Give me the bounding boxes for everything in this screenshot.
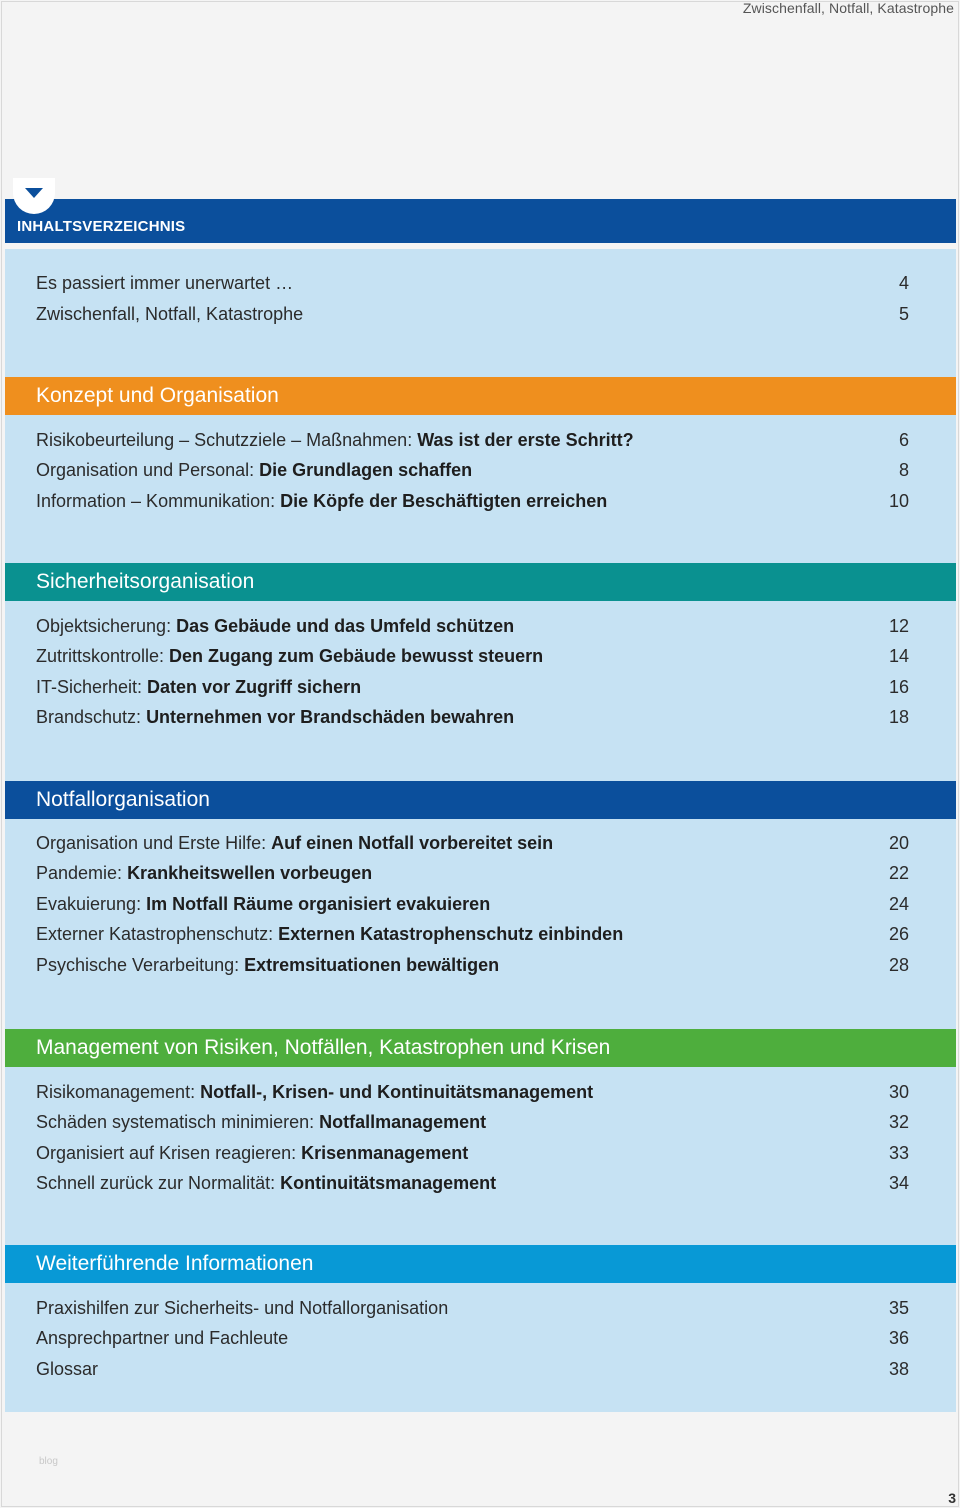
toc-entry[interactable] — [36, 614, 909, 638]
toc-entry-label: Psychische Verarbeitung: Extremsituationen bewältigen — [36, 955, 500, 975]
toc-entry[interactable] — [36, 302, 909, 326]
toc-entry-page: 6 — [898, 430, 909, 450]
toc-entry[interactable] — [36, 1110, 909, 1134]
toc-entry[interactable] — [36, 1080, 909, 1104]
toc-entry-label: Information – Kommunikation: Die Köpfe der Beschäftigten erreichen — [36, 491, 608, 511]
toc-entry-label: Glossar — [36, 1359, 99, 1379]
toc-entry-label: Organisation und Erste Hilfe: Auf einen Notfall vorbereitet sein — [36, 833, 554, 853]
toc-entry[interactable] — [36, 644, 909, 668]
toc-entry-page: 4 — [898, 273, 909, 293]
toc-entry-page: 20 — [888, 833, 909, 853]
watermark: blog — [39, 1456, 58, 1467]
toc-entry-label: Evakuierung: Im Notfall Räume organisiert evakuieren — [36, 894, 491, 914]
toc-entry-label: Organisiert auf Krisen reagieren: Krisenmanagement — [36, 1143, 469, 1163]
toc-entry[interactable] — [36, 675, 909, 699]
toc-entry[interactable] — [36, 1326, 909, 1350]
toc-entry-page: 14 — [888, 646, 909, 666]
toc-entry-page: 30 — [888, 1082, 909, 1102]
toc-entry[interactable] — [36, 489, 909, 513]
toc-entry[interactable] — [36, 271, 909, 295]
toc-entry-page: 12 — [888, 616, 909, 636]
chevron-down-icon — [25, 188, 43, 198]
toc-entry-label: Es passiert immer unerwartet … — [36, 273, 294, 293]
toc-entry-page: 26 — [888, 924, 909, 944]
toc-entry[interactable] — [36, 831, 909, 855]
toc-entry-page: 34 — [888, 1173, 909, 1193]
toc-entry[interactable] — [36, 1171, 909, 1195]
toc-entry[interactable] — [36, 953, 909, 977]
toc-entry-label: Risikomanagement: Notfall-, Krisen- und Kontinuitätsmanagement — [36, 1082, 594, 1102]
toc-entry[interactable] — [36, 1141, 909, 1165]
toc-entry-page: 33 — [888, 1143, 909, 1163]
toc-entry-page: 24 — [888, 894, 909, 914]
toc-entry-page: 5 — [898, 304, 909, 324]
toc-entry-page: 10 — [888, 491, 909, 511]
toc-entry-label: Zutrittskontrolle: Den Zugang zum Gebäude bewusst steuern — [36, 646, 544, 666]
page-number: 3 — [948, 1490, 956, 1506]
toc-entry-label: Zwischenfall, Notfall, Katastrophe — [36, 304, 304, 324]
toc-entry-label: Brandschutz: Unternehmen vor Brandschäden bewahren — [36, 707, 515, 727]
toc-entry[interactable] — [36, 705, 909, 729]
toc-entry-label: Organisation und Personal: Die Grundlagen schaffen — [36, 460, 473, 480]
toc-entry-label: Objektsicherung: Das Gebäude und das Umfeld schützen — [36, 616, 515, 636]
toc-entry-label: Schäden systematisch minimieren: Notfallmanagement — [36, 1112, 487, 1132]
section-header-konzept: Konzept und Organisation — [5, 377, 956, 415]
toc-entry-page: 28 — [888, 955, 909, 975]
toc-entry-page: 22 — [888, 863, 909, 883]
toc-entry[interactable] — [36, 922, 909, 946]
toc-entry[interactable] — [36, 428, 909, 452]
toc-entry-label: Schnell zurück zur Normalität: Kontinuitätsmanagement — [36, 1173, 497, 1193]
toc-content — [5, 249, 956, 1412]
toc-entry-page: 16 — [888, 677, 909, 697]
toc-entry-label: Externer Katastrophenschutz: Externen Katastrophenschutz einbinden — [36, 924, 624, 944]
toc-entry-page: 36 — [888, 1328, 909, 1348]
toc-entry[interactable] — [36, 1357, 909, 1381]
toc-entry-label: Risikobeurteilung – Schutzziele – Maßnahmen: Was ist der erste Schritt? — [36, 430, 634, 450]
toc-entry-page: 38 — [888, 1359, 909, 1379]
toc-entry-page: 8 — [898, 460, 909, 480]
toc-entry[interactable] — [36, 458, 909, 482]
toc-entry-page: 18 — [888, 707, 909, 727]
toc-entry[interactable] — [36, 1296, 909, 1320]
toc-entry-label: IT-Sicherheit: Daten vor Zugriff sichern — [36, 677, 362, 697]
toc-entry-label: Pandemie: Krankheitswellen vorbeugen — [36, 863, 373, 883]
toc-entry-label: Praxishilfen zur Sicherheits- und Notfallorganisation — [36, 1298, 449, 1318]
toc-title: INHALTSVERZEICHNIS — [17, 218, 186, 235]
toc-entry-page: 35 — [888, 1298, 909, 1318]
section-header-notfall: Notfallorganisation — [5, 781, 956, 819]
toc-entry[interactable] — [36, 892, 909, 916]
section-header-management: Management von Risiken, Notfällen, Katastrophen und Krisen — [5, 1029, 956, 1067]
toc-entry-page: 32 — [888, 1112, 909, 1132]
running-head: Zwischenfall, Notfall, Katastrophe — [742, 0, 954, 16]
toc-entry-label: Ansprechpartner und Fachleute — [36, 1328, 289, 1348]
section-header-weiterfuehrend: Weiterführende Informationen — [5, 1245, 956, 1283]
section-header-sicherheit: Sicherheitsorganisation — [5, 563, 956, 601]
toc-entry[interactable] — [36, 861, 909, 885]
